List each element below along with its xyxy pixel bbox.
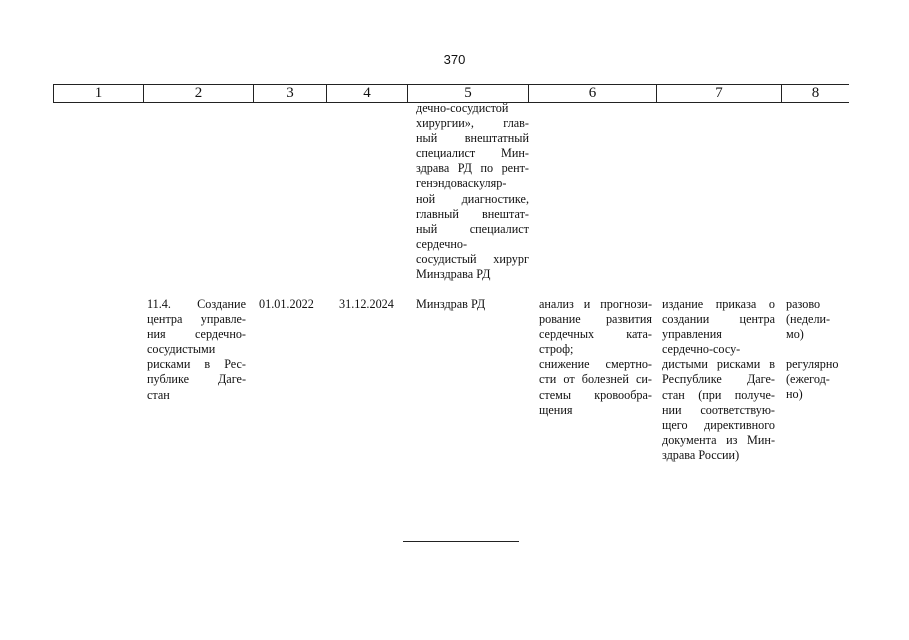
text-line: стан (147, 387, 170, 402)
text-line: анализ и прогнози- (539, 297, 652, 311)
continued-cell-responsible (416, 101, 529, 282)
text-line: (недели- (786, 312, 831, 327)
text-line: дечно-сосудистой (416, 101, 509, 115)
page-number: 370 (443, 52, 466, 67)
text-line: документа из Мин- (662, 432, 775, 447)
text-line: рисками в Рес- (147, 357, 246, 372)
end-of-table-rule (403, 541, 519, 542)
text-line: центра управле- (147, 312, 246, 327)
text-line: щего директивного (662, 417, 775, 432)
text-line: снижение смертно- (539, 357, 652, 372)
text-line: стан (при получе- (662, 387, 775, 402)
text-line: ный внештатный (416, 131, 529, 146)
column-header-5: 5 (408, 85, 529, 102)
text-line: (ежегод- (786, 372, 830, 387)
text-line: Республике Даге- (662, 372, 775, 387)
text-line: нии соответствую- (662, 402, 775, 417)
text-line: специалист Мин- (416, 146, 529, 161)
row-cell-measure (147, 297, 246, 403)
text-line: сосудистыми (147, 342, 216, 357)
row-cell-end-date: 31.12.2024 (339, 297, 394, 311)
text-line: сти от болезней си- (539, 372, 652, 387)
text-line: здрава России) (662, 447, 740, 462)
text-line: публике Даге- (147, 372, 246, 387)
text-line: сердечных ката- (539, 327, 652, 342)
row-cell-expected-result (539, 297, 652, 418)
text-line: Минздрава РД (416, 267, 491, 282)
text-line: рование развития (539, 312, 652, 327)
text-line: генэндоваскуляр- (416, 176, 507, 191)
text-line: хирургии», глав- (416, 116, 529, 131)
text-line: издание приказа о (662, 297, 775, 311)
text-line: сердечно- (416, 236, 468, 251)
text-line: регулярно (786, 357, 839, 372)
row-cell-responsible: Минздрав РД (416, 297, 486, 311)
text-line: ной диагностике, (416, 191, 529, 206)
text-line: но) (786, 387, 803, 402)
text-line: создании центра (662, 312, 775, 327)
text-line: щения (539, 402, 573, 417)
row-cell-periodicity (786, 297, 848, 403)
row-cell-start-date: 01.01.2022 (259, 297, 314, 311)
text-line: главный внештат- (416, 206, 529, 221)
row-cell-control-form (662, 297, 775, 463)
spacer (786, 342, 848, 357)
text-line: 11.4. Создание (147, 297, 246, 311)
text-line: сосудистый хирург (416, 251, 529, 266)
column-header-4: 4 (327, 85, 408, 102)
column-header-1: 1 (53, 85, 144, 102)
text-line: ный специалист (416, 221, 529, 236)
text-line: разово (786, 297, 821, 311)
column-header-6: 6 (529, 85, 657, 102)
text-line: строф; (539, 342, 574, 357)
text-line: мо) (786, 327, 804, 342)
text-line: сердечно-сосу- (662, 342, 741, 357)
column-header-7: 7 (657, 85, 782, 102)
column-header-8: 8 (811, 85, 820, 101)
text-line: здрава РД по рент- (416, 161, 529, 176)
text-line: управления (662, 327, 722, 342)
text-line: ния сердечно- (147, 327, 246, 342)
column-header-2: 2 (144, 85, 254, 102)
text-line: стемы кровообра- (539, 387, 652, 402)
text-line: дистыми рисками в (662, 357, 775, 372)
column-header-3: 3 (254, 85, 327, 102)
